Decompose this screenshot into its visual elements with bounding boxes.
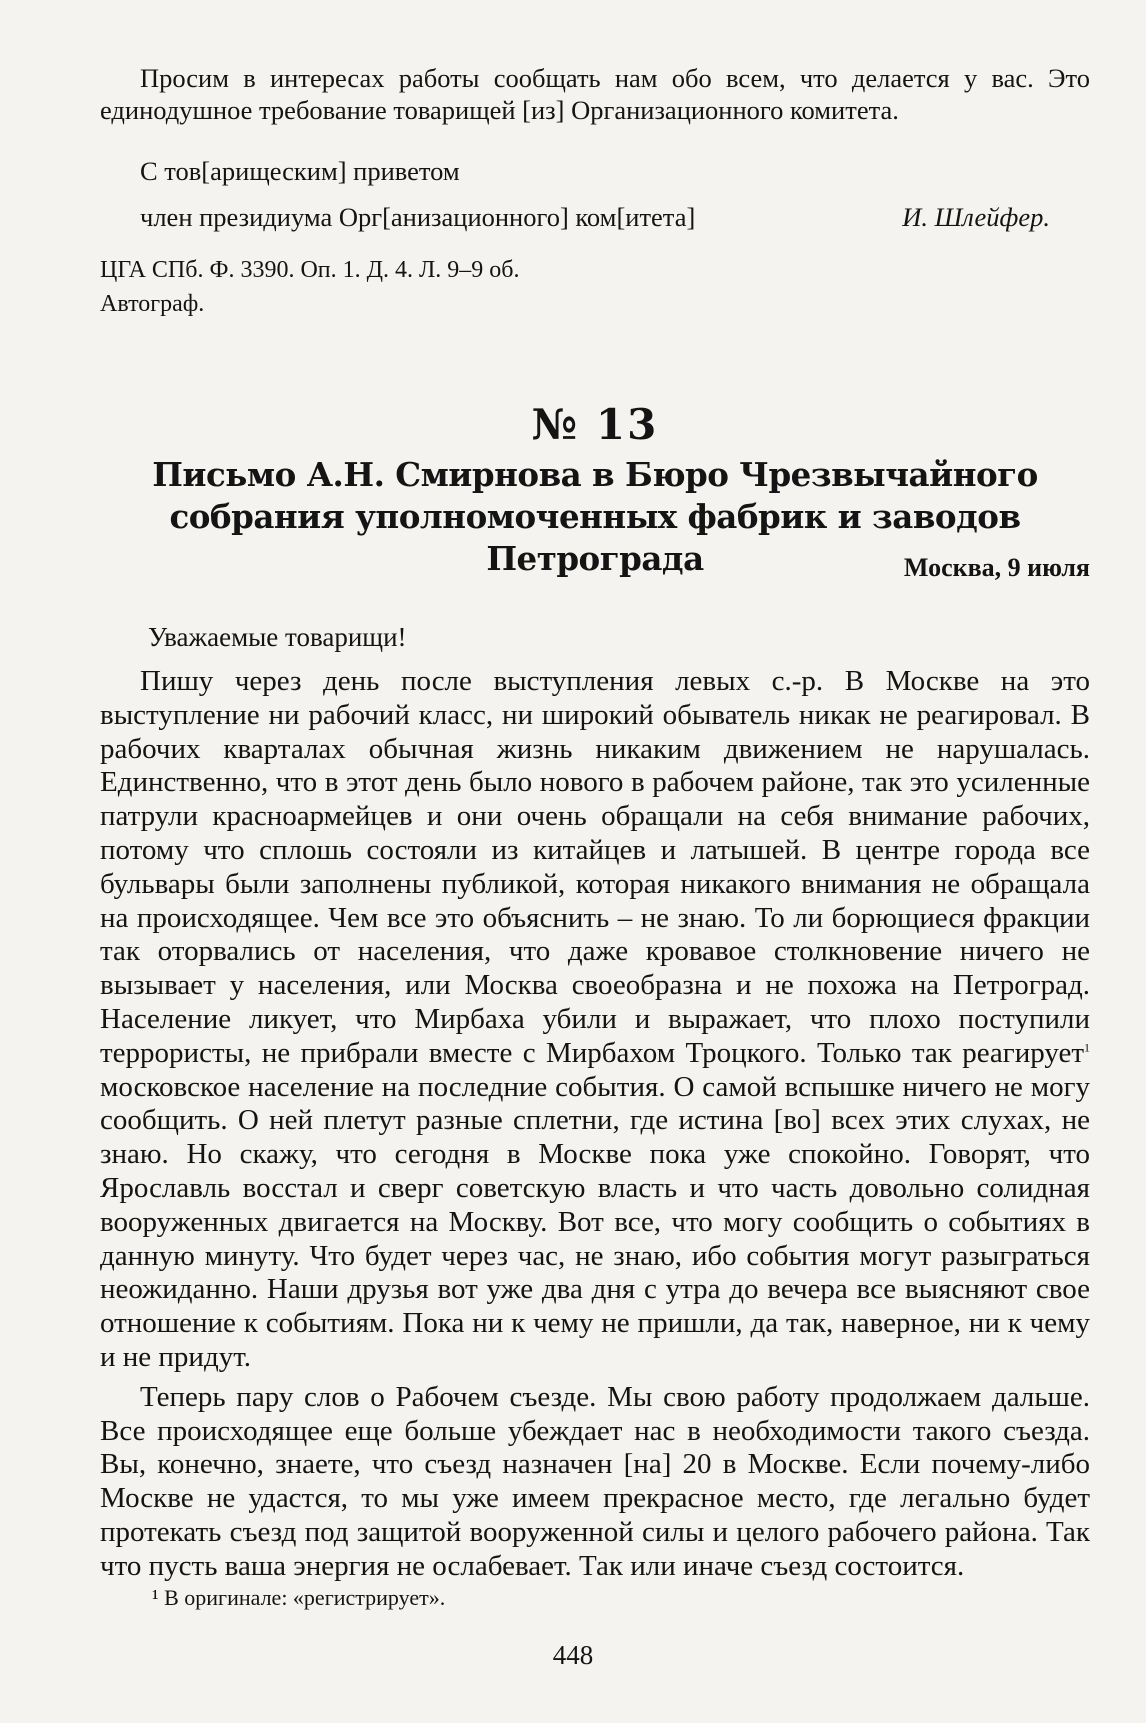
letter-body	[100, 665, 1090, 1584]
archive-reference: ЦГА СПб. Ф. 3390. Оп. 1. Д. 4. Л. 9–9 об.	[100, 257, 520, 283]
signature-line	[100, 201, 1090, 233]
document-number: № 13	[531, 400, 659, 449]
intro-paragraph: Просим в интересах работы сообщать нам обо всем, что делается у вас. Это единодушное требование товарищей [из] Организационного комитета.	[100, 63, 1090, 125]
document-title: Письмо А.Н. Смирнова в Бюро Чрезвычайного собрания уполномоченных фабрик и заводов Петрограда	[152, 455, 1038, 578]
archive-source	[100, 253, 1090, 321]
signer-name: И. Шлейфер.	[902, 202, 1050, 232]
footnote: ¹ В оригинале: «регистрирует».	[152, 1585, 446, 1610]
signer-title: член президиума Орг[анизационного] ком[итета]	[140, 202, 696, 232]
closing-greeting: С тов[арищеским] приветом	[140, 156, 460, 186]
intro-section	[100, 62, 1090, 126]
body-paragraph-1b: московское население на последние события. О самой вспышке ничего не могу сообщить. О ней плетут разные сплетни, где истина [во] всех этих слухах, не знаю. Но скажу, что сегодня в Москве пока уже спокойно. Говорят, что Ярославль восстал и сверг советскую власть и что часть довольно солидная вооруженных двигается на Москву. Вот все, что могу сообщить о событиях в данную минуту. Что будет через час, не знаю, ибо события могут разыграться неожиданно. Наши друзья вот уже два дня с утра до вечера все выясняют свое отношение к событиям. Пока ни к чему не пришли, да так, наверное, ни к чему и не придут.	[100, 1070, 1090, 1373]
body-paragraph-2: Теперь пару слов о Рабочем съезде. Мы свою работу продолжаем дальше. Все происходящее еще больше убеждает нас в необходимости такого съезда. Вы, конечно, знаете, что съезд назначен [на] 20 в Москве. Если почему-либо Москве не удастся, то мы уже имеем прекрасное место, где легально будет протекать съезд под защитой вооруженной силы и целого рабочего района. Так что пусть ваша энергия не ослабевает. Так или иначе съезд состоится.	[100, 1380, 1090, 1582]
page-number: 448	[552, 1640, 594, 1670]
body-paragraph-1a: Пишу через день после выступления левых с.-р. В Москве на это выступление ни рабочий класс, ни широкий обыватель никак не реагировал. В рабочих кварталах обычная жизнь никаким движением не нарушалась. Единственно, что в этот день было нового в рабочем районе, так это усиленные патрули красноармейцев и они очень обращали на себя внимание рабочих, потому что сплошь состояли из китайцев и латышей. В центре города все бульвары были заполнены публикой, которая никакого внимания не обращала на происходящее. Чем все это объяснить – не знаю. То ли борющиеся фракции так оторвались от населения, что даже кровавое столкновение ничего не вызывает у населения, или Москва своеобразна и не похожа на Петроград. Население ликует, что Мирбаха убили и выражает, что плохо поступили террористы, не прибрали вместе с Мирбахом Троцкого. Только так реагирует	[100, 665, 1090, 1069]
document-date: Москва, 9 июля	[903, 553, 1090, 582]
salutation: Уважаемые товарищи!	[148, 622, 407, 652]
letter-closing	[100, 155, 1090, 233]
source-note: Автограф.	[100, 291, 205, 317]
footnote-marker: 1	[1084, 1040, 1090, 1055]
body-paragraph-1	[100, 665, 1090, 1375]
